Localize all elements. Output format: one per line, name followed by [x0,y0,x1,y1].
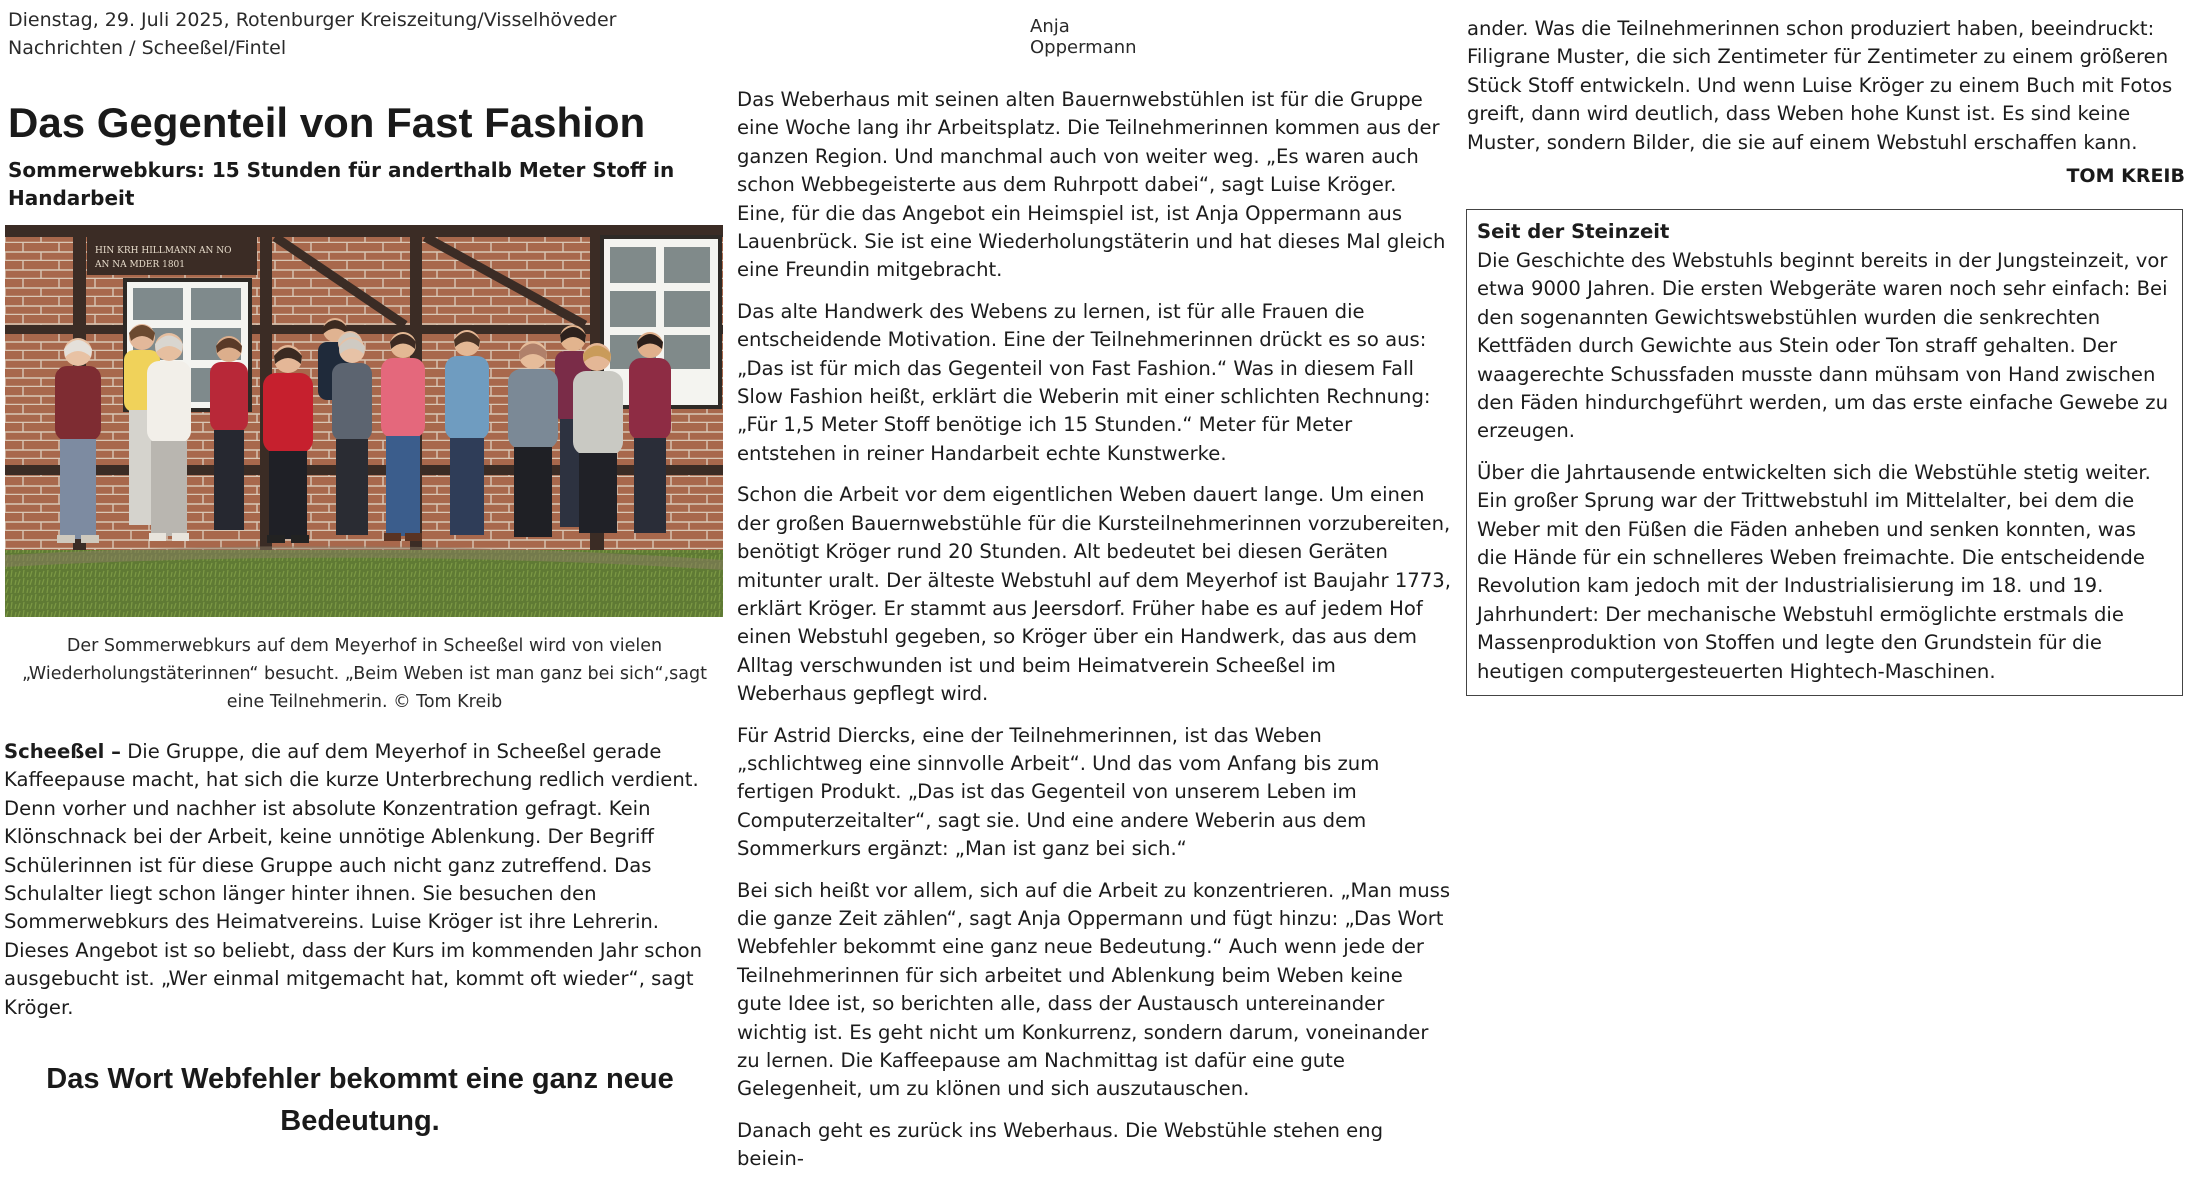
pull-quote: Das Wort Webfehler bekommt eine ganz neue Bedeutung. [46,1063,674,1137]
photo-caption: Der Sommerwebkurs auf dem Meyerhof in Scheeßel wird von vielen „Wiederholungstäterinnen“ besucht. „Beim Weben ist man ganz bei sich“,sagt eine Teilnehmerin. © Tom Kreib [22,636,707,712]
subheadline: Sommerwebkurs: 15 Stunden für anderthalb Meter Stoff in Handarbeit [8,158,675,210]
group-photo-icon [5,225,723,617]
paragraph: Das alte Handwerk des Webens zu lernen, ist für alle Frauen die entscheidende Motivation. Eine der Teilnehmerinnen drückt es so aus: „Das ist für mich das Gegenteil von Fast Fashion.“ Was in diesem Fall Slow Fashion heißt, erklärt die Weberin mit einer schlichten Rechnung: „Für 1,5 Meter Stoff benötige ich 15 Stunden.“ Meter für Meter entstehen in reiner Handarbeit echte Kunstwerke. [737,299,1431,465]
column-1 [4,738,720,1022]
lead-paragraph [4,738,720,1022]
group-photo [5,225,723,617]
byline: Anja Oppermann [1030,16,1137,58]
dateline: Dienstag, 29. Juli 2025, Rotenburger Kreiszeitung/Visselhöveder Nachrichten / Scheeßel/Fintel [8,9,617,59]
info-box-paragraph: Die Geschichte des Webstuhls beginnt bereits in der Jungsteinzeit, vor etwa 9000 Jahren. Die ersten Webgeräte waren noch sehr einfach: Bei den sogenannten Gewichtswebstühlen wurden die senkrechten Kettfäden durch Gewichte aus Stein oder Ton straff gehalten. Der waagerechte Schussfaden musste dann mühsam von Hand zwischen den Fäden hindurchgeführt werden, um das erste einfache Gewebe zu erzeugen. [1477,249,2168,443]
paragraph: Für Astrid Diercks, eine der Teilnehmerinnen, ist das Weben „schlichtweg eine sinnvolle Arbeit“. Und das vom Anfang bis zum fertigen Produkt. „Das ist das Gegenteil von unserem Leben im Computerzeitalter“, sagt sie. Und eine andere Weberin aus dem Sommerkurs ergänzt: „Man ist ganz bei sich.“ [737,723,1380,861]
info-box-paragraph: Über die Jahrtausende entwickelten sich die Webstühle stetig weiter. Ein großer Sprung war der Trittwebstuhl im Mittelalter, bei dem die Weber mit den Füßen die Fäden anheben und senken konnten, was die Hände für ein schnelleres Weben freimachte. Die entscheidende Revolution kam jedoch mit der Industrialisierung im 18. und 19. Jahrhundert: Der mechanische Webstuhl ermöglichte erstmals die Massenproduktion von Stoffen und legte den Grundstein für die heutigen computergesteuerten Hightech-Maschinen. [1477,460,2151,683]
paragraph: Bei sich heißt vor allem, sich auf die Arbeit zu konzentrieren. „Man muss die ganze Zeit zählen“, sagt Anja Oppermann und fügt hinzu: „Das Wort Webfehler bekommt eine ganz neue Bedeutung.“ Auch wenn jede der Teilnehmerinnen für sich arbeitet und Ablenkung beim Weben keine gute Idee ist, so berichten alle, dass der Austausch untereinander wichtig ist. Es geht nicht um Konkurrenz, sondern darum, voneinander zu lernen. Die Kaffeepause am Nachmittag ist dafür eine gute Gelegenheit, um zu klönen und sich auszutauschen. [737,878,1451,1101]
paragraph: Das Weberhaus mit seinen alten Bauernwebstühlen ist für die Gruppe eine Woche lang ihr Arbeitsplatz. Die Teilnehmerinnen kommen aus der ganzen Region. Und manchmal auch von weiter weg. „Es waren auch schon Webbegeisterte aus dem Ruhrpott dabei“, sagt Luise Kröger. Eine, für die das Angebot ein Heimspiel ist, ist Anja Oppermann aus Lauenbrück. Sie ist eine Wiederholungstäterin und hat dieses Mal gleich eine Freundin mitgebracht. [737,88,1446,282]
info-box-title: Seit der Steinzeit [1477,220,1670,243]
lead-text: Die Gruppe, die auf dem Meyerhof in Scheeßel gerade Kaffeepause macht, hat sich die kurze Unterbrechung redlich verdient. Denn vorher und nachher ist absolute Konzentration gefragt. Kein Klönschnack bei der Arbeit, keine unnötige Ablenkung. Der Begriff Schülerinnen ist für diese Gruppe auch nicht ganz zutreffend. Das Schulalter liegt schon länger hinter ihnen. Sie besuchen den Sommerwebkurs des Heimatvereins. Luise Kröger ist ihre Lehrerin. Dieses Angebot ist so beliebt, dass der Kurs im kommenden Jahr schon ausgebucht ist. „Wer einmal mitgemacht hat, kommt oft wieder“, sagt Kröger. [4,740,703,1019]
column-3 [1467,15,2187,157]
paragraph: Danach geht es zurück ins Weberhaus. Die Webstühle stehen eng beiein- [737,1118,1384,1171]
svg-text:AN NA MDER 1801: AN NA MDER 1801 [95,260,186,270]
info-box [1466,209,2183,696]
column-2 [737,86,1451,1187]
paragraph: ander. Was die Teilnehmerinnen schon produziert haben, beeindruckt: Filigrane Muster, die sich Zentimeter für Zentimeter zu einem größeren Stück Stoff entwickeln. Und wenn Luise Kröger zu einem Buch mit Fotos greift, dann wird deutlich, dass Weben hohe Kunst ist. Es sind keine Muster, sondern Bilder, die sie auf einem Webstuhl erschaffen kann. [1467,17,2173,154]
author-signature: TOM KREIB [2066,165,2185,187]
svg-text:HIN KRH HILLMANN AN NO: HIN KRH HILLMANN AN NO [95,246,232,256]
headline: Das Gegenteil von Fast Fashion [8,99,646,146]
paragraph: Schon die Arbeit vor dem eigentlichen Weben dauert lange. Um einen der großen Bauernwebstühle für die Kursteilnehmerinnen vorzubereiten, benötigt Kröger rund 20 Stunden. Alt bedeutet bei diesen Geräten mitunter uralt. Der älteste Webstuhl auf dem Meyerhof ist Baujahr 1773, erklärt Kröger. Er stammt aus Jeersdorf. Früher habe es auf jedem Hof einen Webstuhl gegeben, so Kröger über ein Handwerk, das aus dem Alltag verschwunden ist und beim Heimatverein Scheeßel im Weberhaus gepflegt wird. [737,483,1451,706]
dateline-place: Scheeßel – [4,740,121,763]
